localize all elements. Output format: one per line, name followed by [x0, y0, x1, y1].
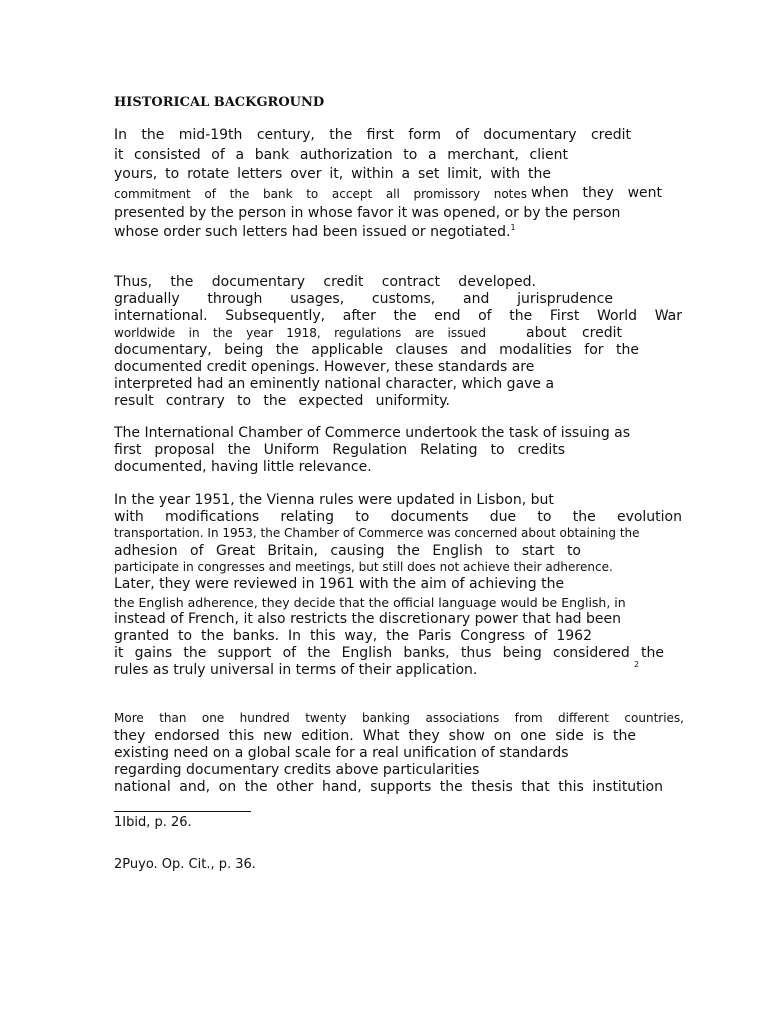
text-line: they endorsed this new edition. What they show on one side is the	[114, 728, 636, 744]
text-line: In the year 1951, the Vienna rules were updated in Lisbon, but	[114, 492, 554, 508]
text-line: transportation. In 1953, the Chamber of Commerce was concerned about obtaining the	[114, 526, 640, 540]
text-line-content: whose order such letters had been issued or negotiated.	[114, 224, 511, 240]
text-line: international. Subsequently, after the end of the First World War	[114, 308, 682, 324]
text-line: The International Chamber of Commerce undertook the task of issuing as	[114, 425, 631, 441]
text-line: existing need on a global scale for a real unification of standards	[114, 745, 569, 761]
text-line: In the mid-19th century, the first form of documentary credit	[114, 127, 631, 143]
page-heading: HISTORICAL BACKGROUND	[114, 95, 325, 110]
text-line: presented by the person in whose favor it was opened, or by the person	[114, 205, 621, 221]
footnote-1: 1Ibid, p. 26.	[114, 815, 192, 830]
text-line: result contrary to the expected uniformity.	[114, 393, 450, 409]
text-line: documented, having little relevance.	[114, 459, 372, 475]
text-line: rules as truly universal in terms of their application.	[114, 662, 478, 678]
text-line: gradually through usages, customs, and jurisprudence	[114, 291, 613, 307]
text-line: it gains the support of the English banks, thus being considered the	[114, 645, 664, 661]
text-line: Later, they were reviewed in 1961 with the aim of achieving the	[114, 576, 565, 592]
text-line: about credit	[526, 325, 622, 341]
text-line: documented credit openings. However, these standards are	[114, 359, 535, 375]
text-line: interpreted had an eminently national character, which gave a	[114, 376, 555, 392]
footnote-separator	[114, 811, 251, 812]
text-line: first proposal the Uniform Regulation Relating to credits	[114, 442, 565, 458]
text-line: documentary, being the applicable clauses and modalities for the	[114, 342, 639, 358]
text-line: Thus, the documentary credit contract developed.	[114, 274, 536, 290]
text-line: instead of French, it also restricts the discretionary power that had been	[114, 611, 622, 627]
text-line: commitment of the bank to accept all promissory notes	[114, 187, 527, 201]
text-line: granted to the banks. In this way, the Paris Congress of 1962	[114, 628, 592, 644]
text-line: with modifications relating to documents due to the evolution	[114, 509, 682, 525]
footnote-2: 2Puyo. Op. Cit., p. 36.	[114, 857, 256, 872]
text-line: More than one hundred twenty banking associations from different countries,	[114, 711, 684, 725]
footnote-ref: 2	[634, 660, 640, 669]
text-line: regarding documentary credits above particularities	[114, 762, 480, 778]
text-line: yours, to rotate letters over it, within a set limit, with the	[114, 166, 551, 182]
text-line: worldwide in the year 1918, regulations are issued	[114, 326, 486, 340]
text-line: participate in congresses and meetings, but still does not achieve their adherence.	[114, 560, 613, 574]
text-line	[114, 224, 594, 241]
text-line: the English adherence, they decide that the official language would be English, in	[114, 595, 626, 610]
footnote-ref: 1	[510, 223, 516, 232]
text-line: when they went	[531, 185, 662, 201]
text-line: national and, on the other hand, supports the thesis that this institution	[114, 779, 663, 795]
text-line: it consisted of a bank authorization to a merchant, client	[114, 147, 568, 163]
text-line: adhesion of Great Britain, causing the English to start to	[114, 543, 581, 559]
